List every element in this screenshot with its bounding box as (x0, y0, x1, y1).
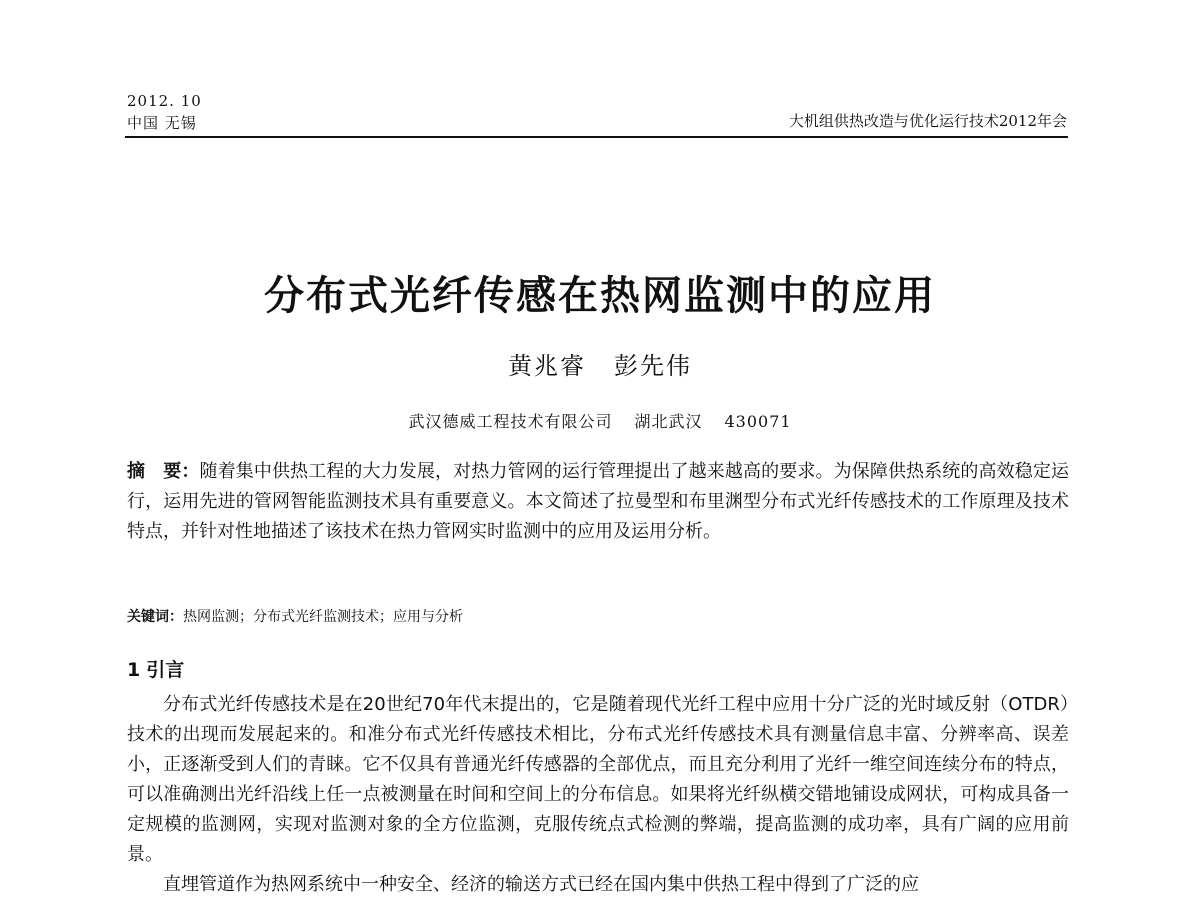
affiliation-org: 武汉德威工程技术有限公司 (408, 412, 613, 431)
header-conference: 大机组供热改造与优化运行技术2012年会 (788, 112, 1067, 130)
affiliation-postcode: 430071 (724, 412, 792, 431)
author-name: 黄兆睿 (508, 352, 586, 380)
header-left (127, 90, 202, 134)
abstract-label: 摘 要： (127, 461, 200, 482)
section-number: 1 (127, 659, 141, 681)
header-rule (125, 136, 1068, 138)
keywords (127, 606, 1069, 628)
keywords-label: 关键词： (127, 609, 183, 625)
keywords-text: 热网监测；分布式光纤监测技术；应用与分析 (183, 609, 463, 625)
paper-title: 分布式光纤传感在热网监测中的应用 (264, 273, 936, 319)
header-location: 中国 无锡 (127, 114, 197, 132)
abstract-text: 随着集中供热工程的大力发展，对热力管网的运行管理提出了越来越高的要求。为保障供热系统的高效稳定运行，运用先进的管网智能监测技术具有重要意义。本文简述了拉曼型和布里渊型分布式光纤传感技术的工作原理及技术特点，并针对性地描述了该技术在热力管网实时监测中的应用及运用分析。 (127, 461, 1070, 542)
abstract (127, 457, 1069, 547)
section-heading (127, 657, 184, 683)
header-date: 2012. 10 (127, 92, 202, 110)
authors (0, 350, 1200, 382)
body-text (127, 690, 1069, 900)
affiliation-place: 湖北武汉 (634, 412, 703, 431)
paragraph: 分布式光纤传感技术是在20世纪70年代末提出的，它是随着现代光纤工程中应用十分广泛的光时域反射（OTDR）技术的出现而发展起来的。和准分布式光纤传感技术相比，分布式光纤传感技术具有测量信息丰富、分辨率高、误差小，正逐渐受到人们的青睐。它不仅具有普通光纤传感器的全部优点，而且充分利用了光纤一维空间连续分布的特点，可以准确测出光纤沿线上任一点被测量在时间和空间上的分布信息。如果将光纤纵横交错地铺设成网状，可构成具备一定规模的监测网，实现对监测对象的全方位监测，克服传统点式检测的弊端，提高监测的成功率，具有广阔的应用前景。 (127, 694, 1069, 865)
section-title: 引言 (146, 659, 185, 681)
affiliation (0, 410, 1200, 434)
author-name: 彭先伟 (614, 352, 692, 380)
paragraph: 直埋管道作为热网系统中一种安全、经济的输送方式已经在国内集中供热工程中得到了广泛的应 (163, 874, 919, 895)
